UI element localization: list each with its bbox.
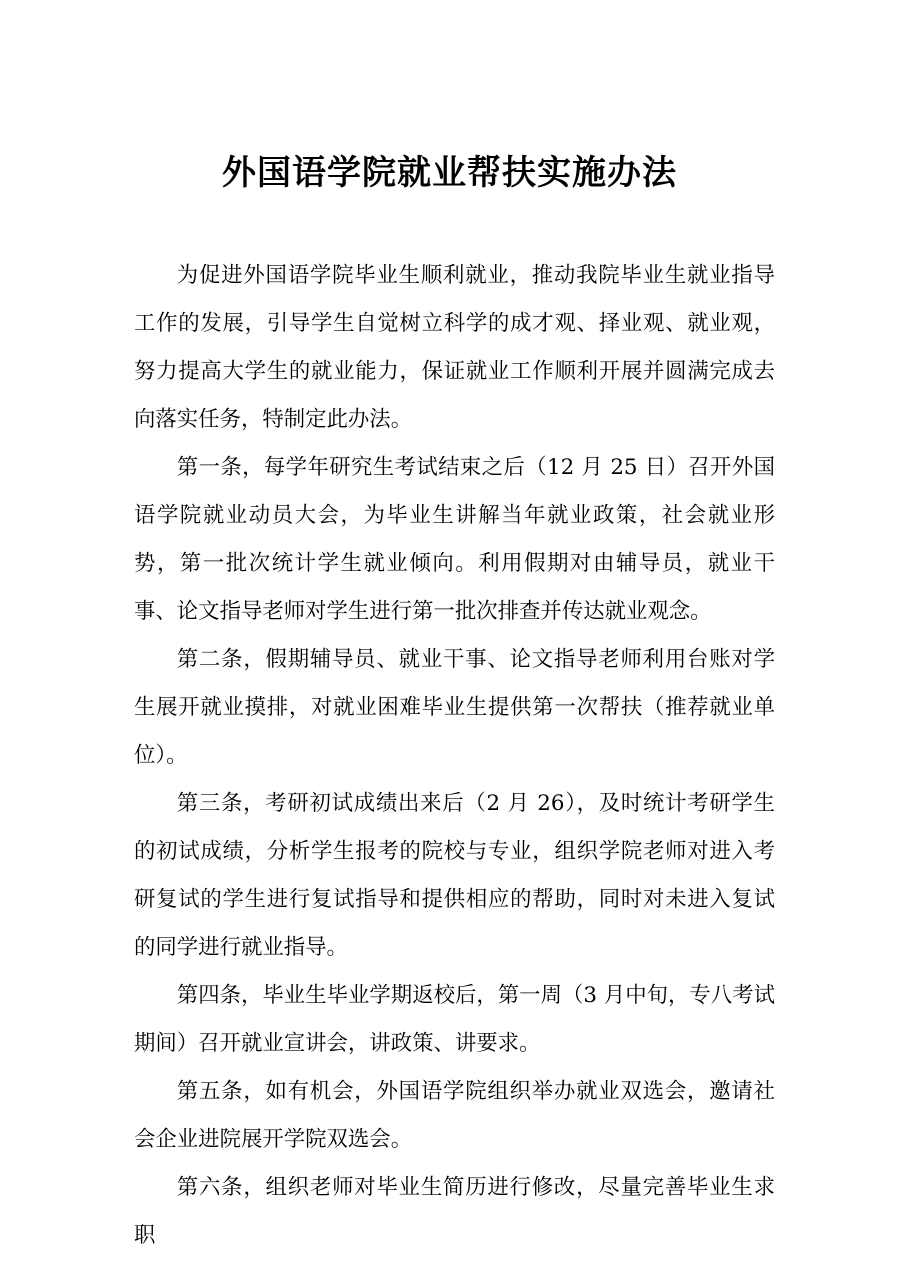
- document-body: [134, 252, 775, 1260]
- body-paragraph-article-6: 第六条，组织老师对毕业生简历进行修改，尽量完善毕业生求职: [134, 1174, 775, 1248]
- body-paragraph-article-5: 第五条，如有机会，外国语学院组织举办就业双选会，邀请社会企业进院展开学院双选会。: [134, 1078, 775, 1152]
- document-title: 外国语学院就业帮扶实施办法: [222, 153, 677, 193]
- body-paragraph-article-2: 第二条，假期辅导员、就业干事、论文指导老师利用台账对学生展开就业摸排，对就业困难毕业生提供第一次帮扶（推荐就业单位）。: [134, 646, 775, 768]
- body-paragraph-article-1: 第一条，每学年研究生考试结束之后（12 月 25 日）召开外国语学院就业动员大会，为毕业生讲解当年就业政策，社会就业形势，第一批次统计学生就业倾向。利用假期对由辅导员，就业干事、论文指导老师对学生进行第一批次排查并传达就业观念。: [134, 454, 775, 624]
- body-paragraph-intro: 为促进外国语学院毕业生顺利就业，推动我院毕业生就业指导工作的发展，引导学生自觉树立科学的成才观、择业观、就业观，努力提高大学生的就业能力，保证就业工作顺利开展并圆满完成去向落实任务，特制定此办法。: [134, 262, 775, 432]
- body-paragraph-article-4: 第四条，毕业生毕业学期返校后，第一周（3 月中旬，专八考试期间）召开就业宣讲会，讲政策、讲要求。: [134, 982, 775, 1056]
- body-paragraph-article-3: 第三条，考研初试成绩出来后（2 月 26），及时统计考研学生的初试成绩，分析学生报考的院校与专业，组织学院老师对进入考研复试的学生进行复试指导和提供相应的帮助，同时对未进入复试的同学进行就业指导。: [134, 790, 775, 960]
